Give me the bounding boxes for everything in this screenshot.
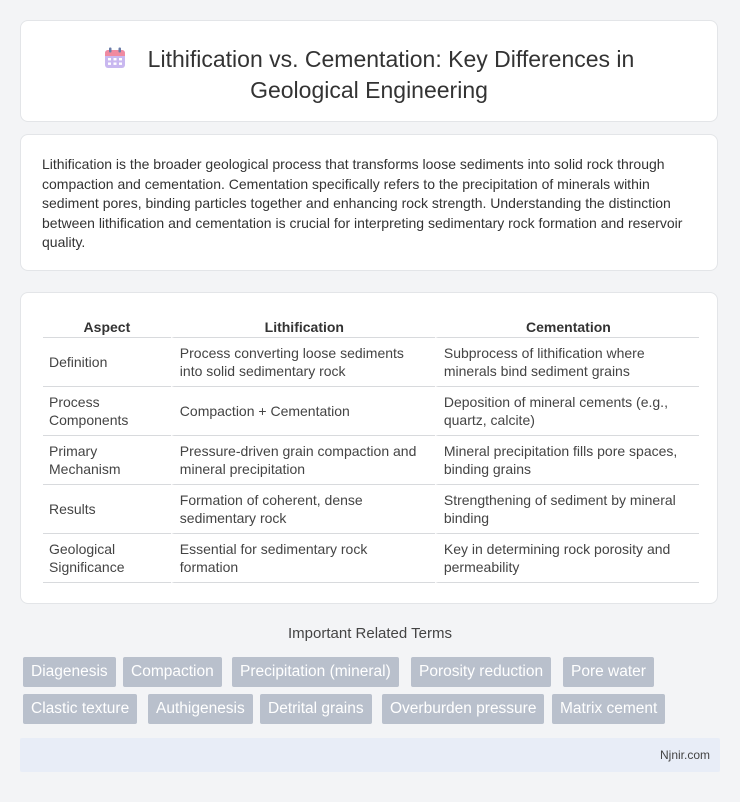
row-aspect: Geological Significance <box>43 534 171 583</box>
title-line-1: Lithification vs. Cementation: Key Differences in <box>147 46 635 72</box>
intro-card <box>20 134 718 271</box>
row-aspect: Results <box>43 485 171 534</box>
tag-matrix-cement[interactable]: Matrix cement <box>552 694 665 724</box>
comparison-table-card <box>20 292 718 604</box>
row-cementation: Key in determining rock porosity and permeability <box>435 534 699 583</box>
footer <box>20 738 720 772</box>
tag-precipitation[interactable]: Precipitation (mineral) <box>232 657 399 687</box>
row-lithification: Compaction + Cementation <box>171 387 435 436</box>
comparison-table <box>43 315 699 583</box>
tag-diagenesis[interactable]: Diagenesis <box>23 657 116 687</box>
row-cementation: Deposition of mineral cements (e.g., quartz, calcite) <box>435 387 699 436</box>
tag-authigenesis[interactable]: Authigenesis <box>148 694 253 724</box>
row-lithification: Process converting loose sediments into solid sedimentary rock <box>171 338 435 387</box>
row-cementation: Subprocess of lithification where minerals bind sediment grains <box>435 338 699 387</box>
row-lithification: Pressure-driven grain compaction and mineral precipitation <box>171 436 435 485</box>
row-aspect: Primary Mechanism <box>43 436 171 485</box>
title-card <box>20 20 718 122</box>
header-aspect: Aspect <box>43 315 171 338</box>
row-lithification: Essential for sedimentary rock formation <box>171 534 435 583</box>
header-cementation: Cementation <box>435 315 699 338</box>
table-header-row <box>43 315 699 338</box>
page-title <box>21 45 717 105</box>
intro-text: Lithification is the broader geological process that transforms loose sediments into solid rock through compaction and cementation. Cementation specifically refers to the precipitation of minerals within sediment pores, binding particles together and enhancing rock strength. Understanding the distinction between lithification and cementation is crucial for interpreting sedimentary rock formation and reservoir quality. <box>42 156 683 251</box>
row-aspect: Definition <box>43 338 171 387</box>
row-cementation: Mineral precipitation fills pore spaces, binding grains <box>435 436 699 485</box>
tag-overburden-pressure[interactable]: Overburden pressure <box>382 694 544 724</box>
footer-site[interactable]: Njnir.com <box>659 748 710 762</box>
tag-pore-water[interactable]: Pore water <box>563 657 654 687</box>
row-lithification: Formation of coherent, dense sedimentary rock <box>171 485 435 534</box>
table-row <box>43 387 699 436</box>
header-lithification: Lithification <box>171 315 435 338</box>
row-cementation: Strengthening of sediment by mineral binding <box>435 485 699 534</box>
calendar-icon <box>104 47 126 76</box>
table-row <box>43 436 699 485</box>
row-aspect: Process Components <box>43 387 171 436</box>
table-row <box>43 338 699 387</box>
tag-porosity-reduction[interactable]: Porosity reduction <box>411 657 551 687</box>
table-row <box>43 485 699 534</box>
related-terms-title: Important Related Terms <box>288 625 452 642</box>
tag-detrital-grains[interactable]: Detrital grains <box>260 694 372 724</box>
tag-compaction[interactable]: Compaction <box>123 657 222 687</box>
table-row <box>43 534 699 583</box>
title-line-2: Geological Engineering <box>250 77 488 103</box>
tag-clastic-texture[interactable]: Clastic texture <box>23 694 137 724</box>
